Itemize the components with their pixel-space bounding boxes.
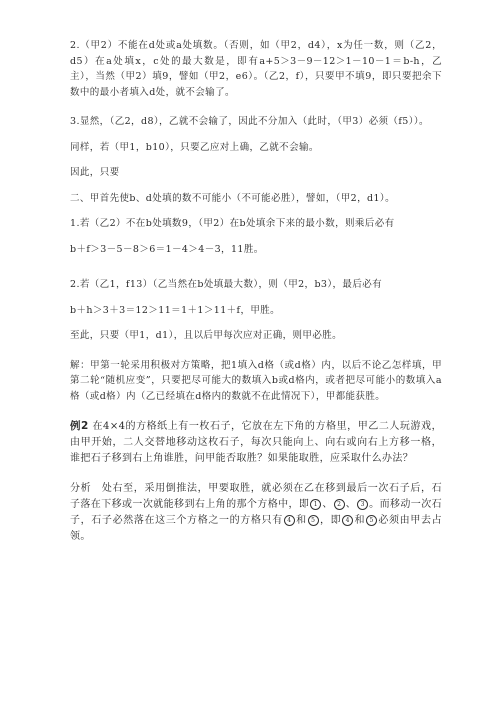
- analysis-text-4: 必须由甲去占领。: [70, 515, 443, 542]
- document-body: [70, 38, 442, 545]
- example-question: [70, 418, 442, 467]
- analysis-and-2: 和: [354, 515, 366, 526]
- paragraph-therefore: 因此，只要: [70, 167, 120, 178]
- example-question-text: 在4×4的方格纸上有一枚石子，它放在左下角的方格里，甲乙二人玩游戏，由甲开始，二人交替地移动这枚石子，每次只能向上、向右或向右上方移一格，谁把石子移到右上角谁胜，问甲能否取胜？如果能取胜，应采取什么办法？: [70, 421, 442, 464]
- example-label: 例2: [70, 420, 89, 432]
- circled-number-6: 4: [342, 515, 353, 526]
- circled-number-5: 5: [308, 515, 319, 526]
- circled-number-1: 1: [310, 499, 321, 510]
- example-analysis: [70, 481, 442, 545]
- paragraph-conclusion: 至此，只要（甲1，d1），且以后甲每次应对正确，则甲必胜。: [70, 330, 343, 341]
- circled-number-4: 4: [284, 515, 295, 526]
- analysis-text-2: 。而移动一次石子，石子必然落在这三个方格之一的方格只有: [70, 499, 443, 526]
- analysis-sep-2: 、: [345, 499, 357, 510]
- paragraph-inequality-1: b＋f＞3－5－8＞6＝1－4＞4－3，11胜。: [70, 243, 264, 255]
- example-2-block: [70, 418, 442, 545]
- analysis-text-1: 分析 处右至，采用倒推法，甲要取胜，就必须在乙在移到最后一次石子后，石子落在下移或一次就能移到右上角的那个方格中，即: [70, 483, 442, 510]
- paragraph-subcase-1: 1.若（乙2）不在b处填数9，（甲2）在b处填余下来的最小数，则乘后必有: [70, 218, 395, 229]
- circled-number-3: 3: [357, 499, 368, 510]
- circled-number-2: 2: [334, 499, 345, 510]
- paragraph-subcase-2: 2.若（乙1，f13）（乙当然在b处填最大数），则（甲2，b3），最后必有: [70, 279, 383, 290]
- paragraph-similarly: 同样，若（甲1，b10），只要乙应对上确，乙就不会输。: [70, 141, 319, 153]
- paragraph-solution: 解：甲第一轮采用积极对方策略，把1填入d格（或d格）内，以后不论乙怎样填，甲第二轮“随机应变”，只要把尽可能大的数填入b或d格内，或者把尽可能小的数填入a格（或d格）内（乙已经填在d格内的数就不在此情况下），甲都能获胜。: [70, 359, 442, 402]
- paragraph-case-2: 2.（甲2）不能在d处或a处填数。（否则，如（甲2，d4），x为任一数，则（乙2，d5）在a处填x，c处的最大数是，即有a+5＞3－9－12＞1－10－1＝b-h，乙主），当然（甲2）填9，譬如（甲2，e6）。（乙2，f），只要甲不填9，即只要把余下数中的最小者填入d处，就不会输了。: [70, 40, 442, 98]
- analysis-sep-1: 、: [322, 499, 333, 510]
- paragraph-case-3: 3.显然，（乙2，d8），乙就不会输了，因此不分加入（此时，（甲3）必须（f5））。: [70, 116, 429, 127]
- paragraph-inequality-2: b＋h＞3＋3＝12＞11＝1＋1＞11＋f，甲胜。: [70, 304, 281, 316]
- paragraph-part-two: 二、甲首先使b、d处填的数不可能小（不可能必胜），譬如，（甲2，d1）。: [70, 192, 395, 204]
- analysis-and-1: 和: [295, 515, 307, 526]
- circled-number-7: 5: [366, 515, 377, 526]
- analysis-text-3: ，即: [319, 515, 342, 526]
